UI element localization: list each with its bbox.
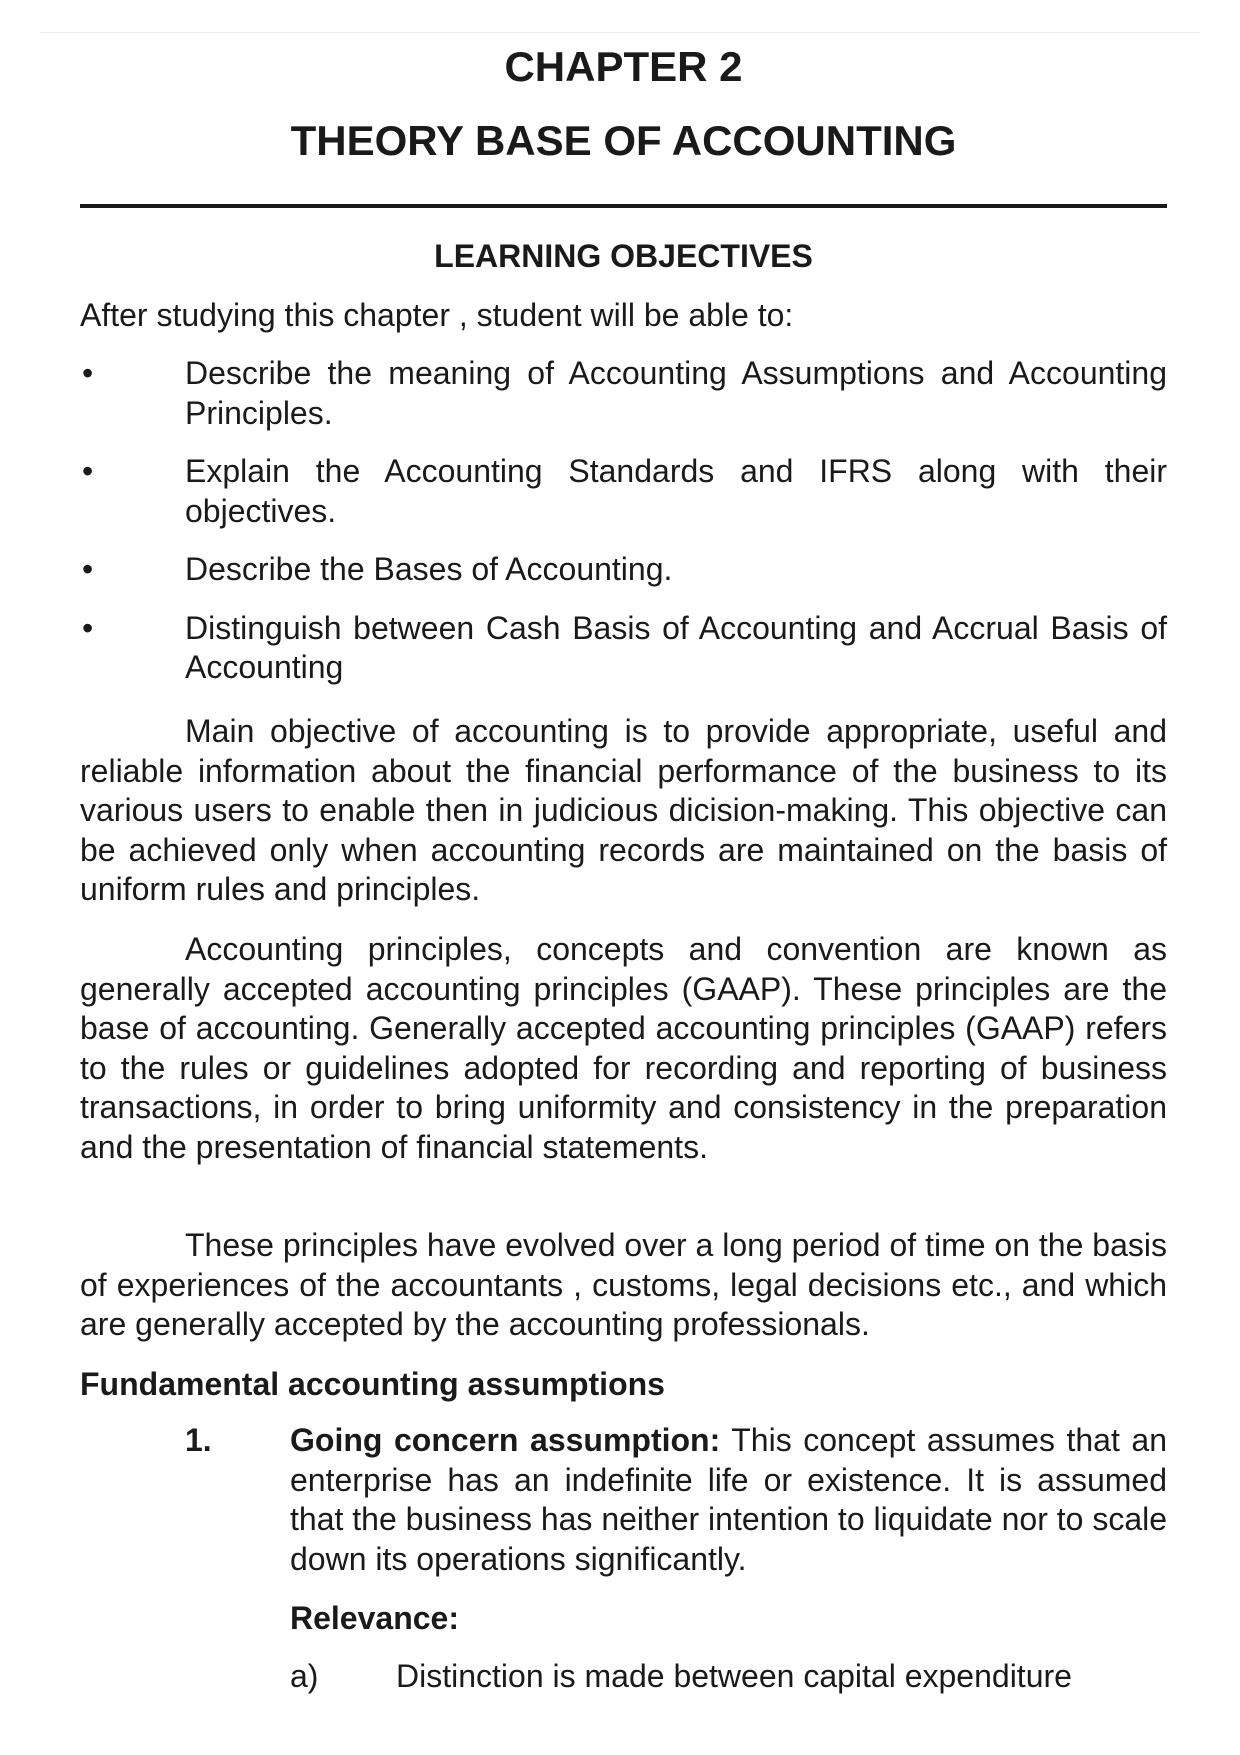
objectives-intro: After studying this chapter , student will be able to: [80,297,794,333]
objective-text: Explain the Accounting Standards and IFRS along with their objectives. [185,453,1167,529]
item-body [290,1421,1167,1579]
bullet-icon: • [82,453,94,489]
body-paragraph: Accounting principles, concepts and convention are known as generally accepted accounting principles (GAAP). These principles are the base of accounting. Generally accepted accounting principles (GAAP) refers to the rules or guidelines adopted for recording and reporting of business transactions, in order to bring uniformity and consistency in the preparation and the presentation of financial statements. [80,931,1167,1165]
objective-item [80,354,1167,433]
section-heading: Fundamental accounting assumptions [80,1366,665,1402]
body-paragraph: These principles have evolved over a long period of time on the basis of experiences of the accountants , customs, legal decisions etc., and which are generally accepted by the accounting professionals. [80,1227,1167,1342]
chapter-number: CHAPTER 2 [504,43,743,90]
objective-text: Describe the meaning of Accounting Assumptions and Accounting Principles. [185,355,1167,431]
objective-item [80,609,1167,688]
item-number: 1. [185,1422,212,1458]
objective-item [80,550,1167,590]
sub-item-marker: a) [290,1658,319,1694]
chapter-title: THEORY BASE OF ACCOUNTING [290,117,957,164]
body-paragraph: Main objective of accounting is to provide appropriate, useful and reliable information about the financial performance of the business to its various users to enable then in judicious dicision-making. This objective can be achieved only when accounting records are maintained on the basis of uniform rules and principles. [80,713,1167,907]
sub-item-text: Distinction is made between capital expenditure [396,1658,1072,1694]
heading-divider [80,204,1167,208]
objective-text: Distinguish between Cash Basis of Accounting and Accrual Basis of Accounting [185,609,1167,685]
item-term: Going concern assumption: [290,1422,721,1458]
page-top-edge-line [40,32,1200,33]
bullet-icon: • [82,609,94,646]
objective-text: Describe the Bases of Accounting. [185,551,673,587]
numbered-item [185,1421,1167,1579]
bullet-icon: • [82,355,94,391]
objectives-list [80,354,1167,707]
learning-objectives-heading: LEARNING OBJECTIVES [434,238,813,274]
relevance-label: Relevance: [290,1600,459,1636]
objective-item [80,452,1167,531]
relevance-item [290,1657,1167,1697]
bullet-icon: • [82,551,94,587]
item-text: This concept assumes that an enterprise has an indefinite life or existence. It is assumed that the business has neither intention to liquidate nor to scale down its operations significantly. [290,1422,1168,1577]
